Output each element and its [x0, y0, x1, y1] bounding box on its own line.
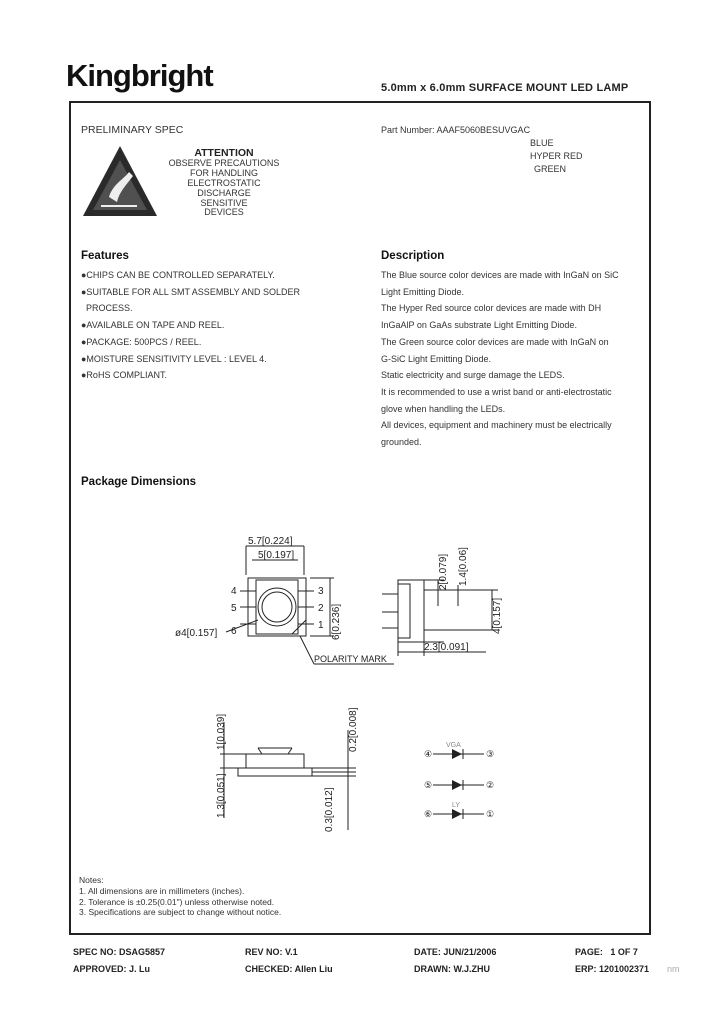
circuit-pin: ⑤ — [424, 780, 433, 790]
dim-side-14: 1.4[0.06] — [458, 547, 469, 586]
polarity-mark-label: POLARITY MARK — [314, 654, 387, 664]
feature-item: ●RoHS COMPLIANT. — [81, 370, 167, 381]
page-number: PAGE: 1 OF 7 — [575, 947, 638, 957]
note-line: 1. All dimensions are in millimeters (inches). — [79, 885, 245, 896]
side-view — [382, 547, 503, 656]
pin-label: 5 — [231, 603, 237, 614]
feature-item: PROCESS. — [81, 303, 133, 314]
description-line: glove when handling the LEDs. — [381, 403, 506, 414]
part-number: Part Number: AAAF5060BESUVGAC — [381, 125, 531, 135]
description-line: The Blue source color devices are made with InGaN on SiC — [381, 270, 619, 280]
spec-number: SPEC NO: DSAG5857 — [73, 947, 166, 957]
color-red: HYPER RED — [530, 151, 583, 161]
dim-width-inner: 5[0.197] — [258, 550, 295, 561]
attention-line: DISCHARGE — [197, 188, 251, 198]
circuit-pin: ⑥ — [424, 809, 433, 819]
dim-bottom-13: 1.3[0.051] — [216, 773, 227, 818]
description-line: The Green source color devices are made with InGaN on — [381, 336, 609, 347]
feature-item: ●SUITABLE FOR ALL SMT ASSEMBLY AND SOLDER — [81, 286, 301, 297]
pin-label: 2 — [318, 603, 324, 614]
feature-item: ●AVAILABLE ON TAPE AND REEL. — [81, 320, 225, 331]
dim-side-4: 4[0.157] — [492, 597, 503, 634]
spec-status: PRELIMINARY SPEC — [81, 124, 184, 136]
front-view — [216, 707, 359, 832]
pin-label: 1 — [318, 620, 324, 631]
circuit-label-green: LY — [452, 802, 461, 809]
attention-line: OBSERVE PRECAUTIONS — [168, 158, 280, 168]
dim-bottom-02: 0.2[0.008] — [348, 707, 359, 752]
package-heading: Package Dimensions — [81, 476, 197, 488]
note-line: 3. Specifications are subject to change without notice. — [79, 907, 282, 918]
attention-line: ELECTROSTATIC — [187, 178, 261, 188]
erp-number: ERP: 1201002371 — [575, 964, 650, 974]
dim-lens-diameter: ø4[0.157] — [175, 628, 218, 639]
pin-label: 6 — [231, 626, 237, 637]
circuit-pin: ③ — [486, 749, 495, 759]
description-line: It is recommended to use a wrist band or anti-electrostatic — [381, 386, 612, 397]
description-heading: Description — [381, 250, 445, 262]
circuit-pin: ② — [486, 780, 495, 790]
pin-label: 4 — [231, 586, 237, 597]
circuit-diagram — [424, 742, 494, 819]
dim-side-2: 2[0.079] — [438, 553, 449, 590]
attention-line: SENSITIVE — [200, 198, 248, 208]
feature-item: ●MOISTURE SENSITIVITY LEVEL : LEVEL 4. — [81, 353, 267, 364]
attention-line: FOR HANDLING — [189, 168, 258, 178]
description-line: InGaAlP on GaAs substrate Light Emitting Diode. — [381, 320, 577, 331]
circuit-pin: ① — [486, 809, 495, 819]
dim-width-outer: 5.7[0.224] — [248, 536, 293, 547]
circuit-pin: ④ — [424, 749, 433, 759]
note-line: 2. Tolerance is ±0.25(0.01") unless otherwise noted. — [79, 896, 275, 907]
features-heading: Features — [81, 250, 129, 262]
description-line: grounded. — [381, 437, 422, 448]
revision-number: REV NO: V.1 — [245, 947, 298, 957]
description-line: Light Emitting Diode. — [381, 286, 465, 297]
drawn-by: DRAWN: W.J.ZHU — [414, 964, 490, 974]
notes — [79, 875, 281, 918]
brand-logo: Kingbright — [66, 58, 213, 93]
attention-title: ATTENTION — [194, 147, 254, 159]
pin-label: 3 — [318, 586, 324, 597]
dim-side-23: 2.3[0.091] — [424, 642, 469, 653]
feature-item: ●PACKAGE: 500PCS / REEL. — [81, 336, 202, 347]
feature-item: ●CHIPS CAN BE CONTROLLED SEPARATELY. — [81, 270, 275, 280]
document-title: 5.0mm x 6.0mm SURFACE MOUNT LED LAMP — [381, 82, 629, 94]
color-green: GREEN — [534, 164, 567, 174]
description-line: The Hyper Red source color devices are made with DH — [381, 303, 602, 314]
circuit-label-blue: VGA — [446, 742, 461, 749]
dim-height: 6[0.236] — [331, 603, 342, 640]
approved-by: APPROVED: J. Lu — [73, 964, 151, 974]
color-blue: BLUE — [530, 138, 554, 148]
notes-title: Notes: — [79, 875, 104, 885]
watermark-mark: nm — [667, 964, 680, 974]
checked-by: CHECKED: Allen Liu — [245, 964, 333, 974]
date: DATE: JUN/21/2006 — [414, 947, 497, 957]
dim-bottom-03: 0.3[0.012] — [324, 787, 335, 832]
description-line: All devices, equipment and machinery must be electrically — [381, 420, 612, 431]
description-line: G-SiC Light Emitting Diode. — [381, 353, 492, 364]
description-line: Static electricity and surge damage the LEDS. — [381, 370, 565, 381]
top-view — [175, 536, 394, 664]
attention-line: DEVICES — [204, 207, 244, 217]
dim-bottom-1: 1[0.039] — [216, 713, 227, 750]
